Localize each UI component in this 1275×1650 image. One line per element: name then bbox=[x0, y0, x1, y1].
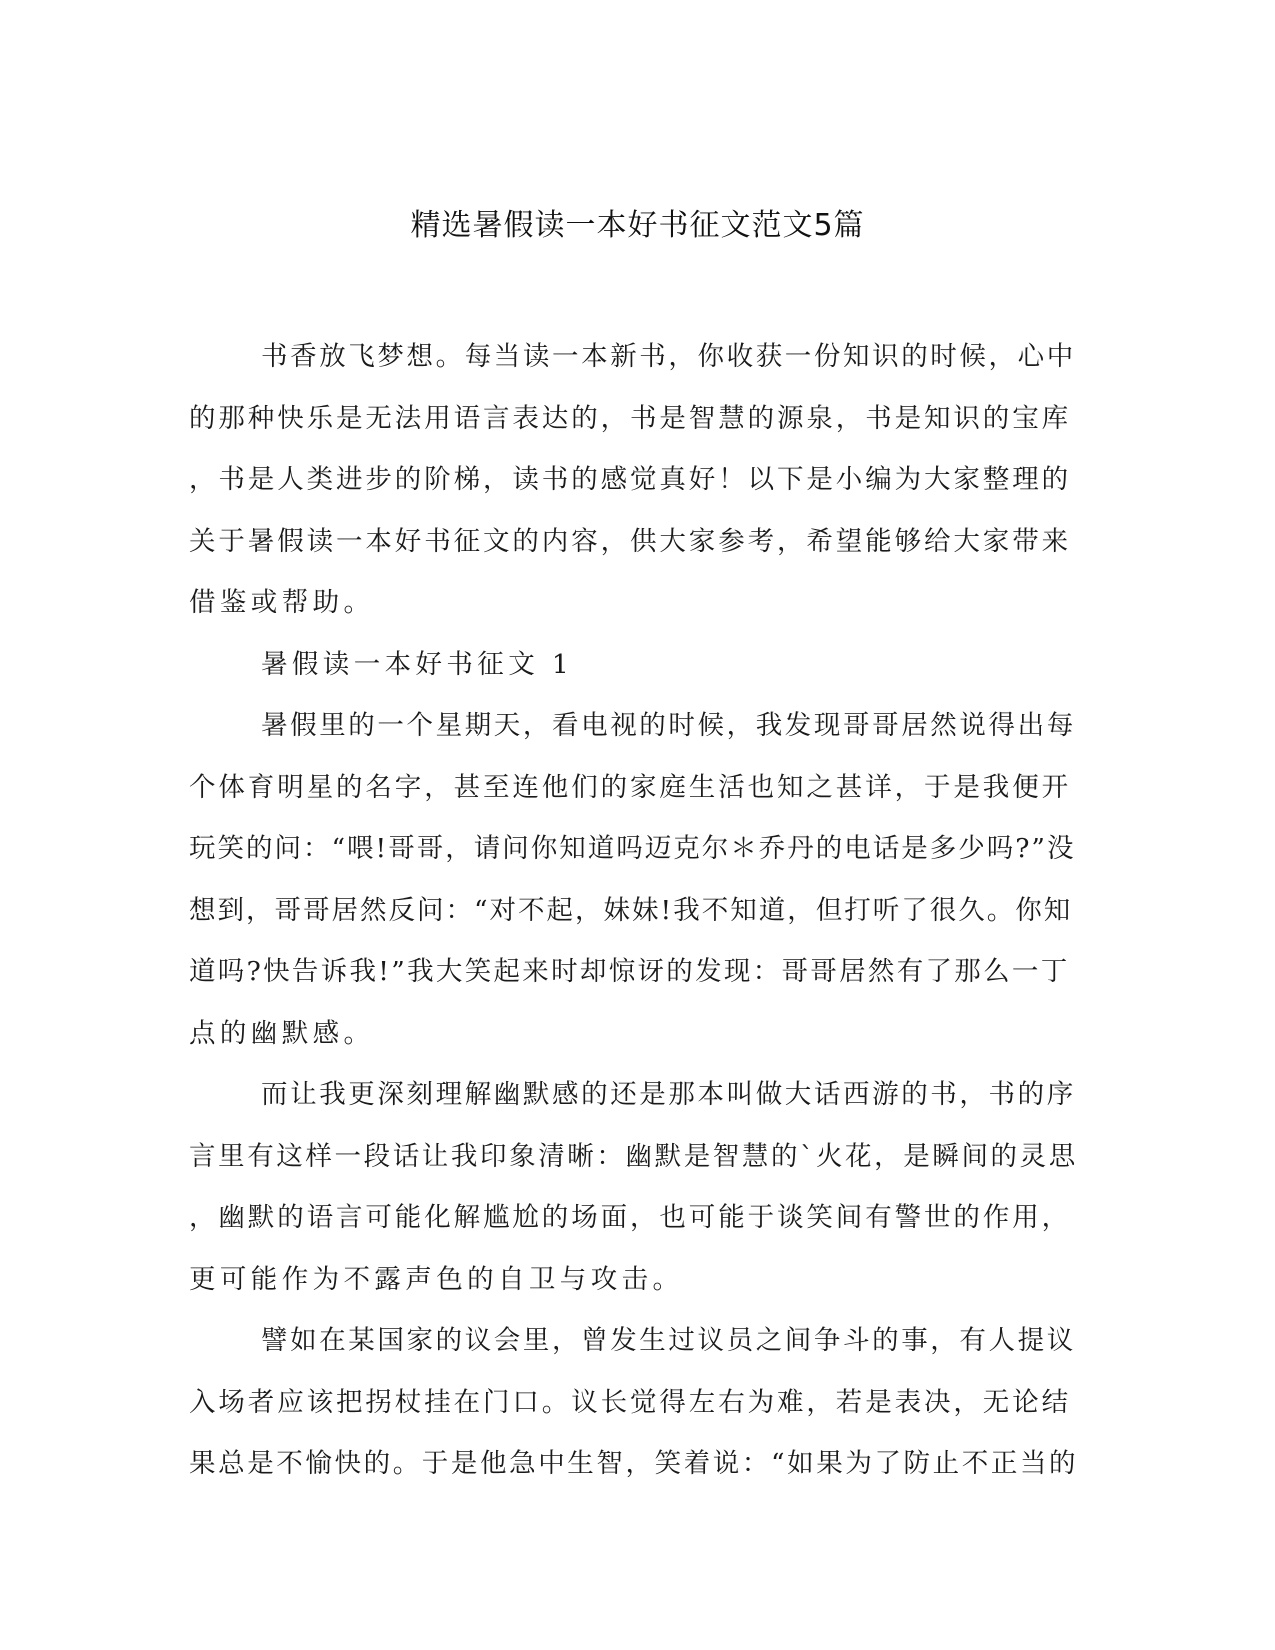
text-line: 入场者应该把拐杖挂在门口。议长觉得左右为难，若是表决，无论结 bbox=[189, 1386, 1071, 1418]
text-line: ，书是人类进步的阶梯，读书的感觉真好！以下是小编为大家整理的 bbox=[189, 464, 1071, 495]
text-line: 想到，哥哥居然反问：“对不起，妹妹!我不知道，但打听了很久。你知 bbox=[189, 894, 1073, 926]
text-line: ，幽默的语言可能化解尴尬的场面，也可能于谈笑间有警世的作用， bbox=[189, 1202, 1071, 1233]
text-line: 暑假里的一个星期天，看电视的时候，我发现哥哥居然说得出每 bbox=[261, 710, 1076, 741]
text-line: 书香放飞梦想。每当读一本新书，你收获一份知识的时候，心中 bbox=[261, 341, 1076, 372]
document-title: 精选暑假读一本好书征文范文5篇 bbox=[410, 208, 865, 243]
text-line: 个体育明星的名字，甚至连他们的家庭生活也知之甚详，于是我便开 bbox=[189, 771, 1071, 803]
text-line: 而让我更深刻理解幽默感的还是那本叫做大话西游的书，书的序 bbox=[261, 1079, 1076, 1110]
text-line: 譬如在某国家的议会里，曾发生过议员之间争斗的事，有人提议 bbox=[261, 1325, 1076, 1356]
text-line: 暑假读一本好书征文 1 bbox=[261, 648, 574, 680]
text-line: 的那种快乐是无法用语言表达的，书是智慧的源泉，书是知识的宝库 bbox=[189, 402, 1071, 434]
text-line: 关于暑假读一本好书征文的内容，供大家参考，希望能够给大家带来 bbox=[189, 525, 1071, 557]
text-line: 道吗?快告诉我!”我大笑起来时却惊讶的发现：哥哥居然有了那么一丁 bbox=[189, 956, 1070, 987]
text-line: 借鉴或帮助。 bbox=[189, 587, 375, 618]
text-line: 点的幽默感。 bbox=[189, 1017, 375, 1049]
text-line: 果总是不愉快的。于是他急中生智，笑着说：“如果为了防止不正当的 bbox=[189, 1448, 1079, 1479]
text-line: 玩笑的问：“喂!哥哥，请问你知道吗迈克尔＊乔丹的电话是多少吗?”没 bbox=[189, 833, 1076, 864]
text-line: 更可能作为不露声色的自卫与攻击。 bbox=[189, 1263, 684, 1295]
text-line: 言里有这样一段话让我印象清晰：幽默是智慧的`火花，是瞬间的灵思 bbox=[189, 1140, 1078, 1172]
document-body bbox=[189, 326, 1079, 1495]
